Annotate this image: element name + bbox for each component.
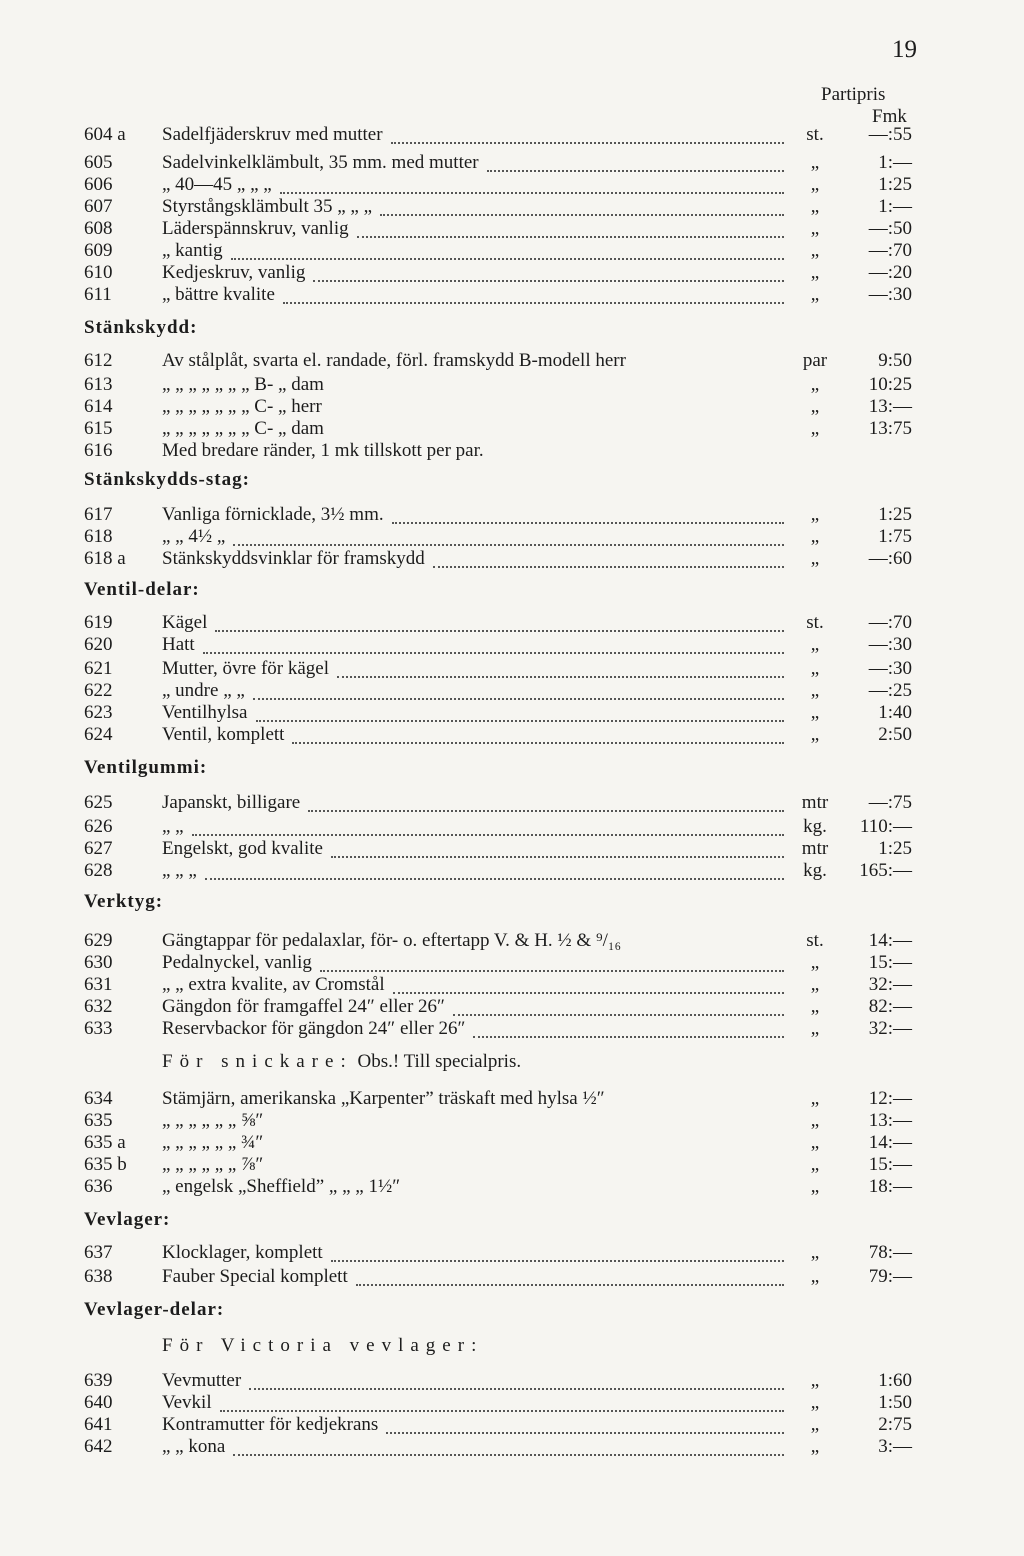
item-price: 78:— [868, 1242, 912, 1263]
list-item [0, 859, 1024, 883]
item-unit: mtr [801, 792, 829, 813]
item-unit: mtr [801, 838, 829, 859]
item-number: 607 [84, 196, 113, 217]
list-item [0, 1087, 1024, 1111]
item-price: —:70 [868, 240, 912, 261]
item-unit: st. [806, 612, 824, 633]
list-item [0, 1153, 1024, 1177]
item-number: 606 [84, 174, 113, 195]
item-unit: „ [810, 974, 820, 995]
item-number: 618 [84, 526, 113, 547]
item-description: „ kantig [162, 240, 223, 261]
item-unit: „ [810, 152, 820, 173]
item-unit: „ [810, 996, 820, 1017]
item-number: 608 [84, 218, 113, 239]
item-price: 1:25 [878, 504, 912, 525]
item-unit: „ [810, 658, 820, 679]
dot-leader [391, 118, 784, 144]
list-item [0, 1175, 1024, 1199]
item-price: 10:25 [868, 374, 912, 395]
item-description: „ 40—45 „ „ „ [162, 174, 272, 195]
item-price: —:30 [868, 284, 912, 305]
section-heading: Ventil-delar: [84, 579, 200, 600]
item-price: 1:75 [878, 526, 912, 547]
item-number: 621 [84, 658, 113, 679]
item-unit: „ [810, 1176, 820, 1197]
item-unit: „ [810, 284, 820, 305]
item-price: —:60 [868, 548, 912, 569]
item-number: 625 [84, 792, 113, 813]
dot-leader [433, 542, 784, 568]
item-price: —:20 [868, 262, 912, 283]
item-number: 631 [84, 974, 113, 995]
item-description: Ventilhylsa [162, 702, 248, 723]
section-heading: Verktyg: [84, 891, 164, 912]
section-note [162, 1051, 521, 1073]
section-heading: Stänkskydds-stag: [84, 469, 250, 490]
item-price: —:25 [868, 680, 912, 701]
item-price: 15:— [868, 952, 912, 973]
item-description: „ engelsk „Sheffield” „ „ „ 1½″ [162, 1176, 401, 1197]
item-price: 1:25 [878, 174, 912, 195]
item-price: 1:25 [878, 838, 912, 859]
list-item [0, 723, 1024, 747]
item-price: 13:75 [868, 418, 912, 439]
item-number: 628 [84, 860, 113, 881]
item-price: 14:— [868, 1132, 912, 1153]
item-price: 1:60 [878, 1370, 912, 1391]
item-number: 615 [84, 418, 113, 439]
item-price: 1:— [878, 152, 912, 173]
item-unit: „ [810, 1132, 820, 1153]
item-unit: „ [810, 240, 820, 261]
item-price: 12:— [868, 1088, 912, 1109]
item-price: 79:— [868, 1266, 912, 1287]
note-spaced-text: För snickare: [162, 1051, 353, 1072]
item-unit: „ [810, 1088, 820, 1109]
item-number: 633 [84, 1018, 113, 1039]
item-price: —:30 [868, 658, 912, 679]
dot-leader [308, 786, 784, 812]
item-number: 605 [84, 152, 113, 173]
item-unit: „ [810, 724, 820, 745]
item-description: „ „ „ „ „ „ „ C- „ herr [162, 396, 322, 417]
item-unit: „ [810, 548, 820, 569]
item-description: Pedalnyckel, vanlig [162, 952, 312, 973]
item-number: 613 [84, 374, 113, 395]
item-description: „ „ „ „ „ „ ¾″ [162, 1132, 264, 1153]
item-number: 642 [84, 1436, 113, 1457]
item-price: —:55 [868, 124, 912, 145]
list-item [0, 283, 1024, 307]
item-description: Gängtappar för pedalaxlar, för- o. eftertapp V. & H. ½ & ⁹/₁₆ [162, 930, 622, 951]
item-description: „ „ 4½ „ [162, 526, 226, 547]
item-unit: kg. [803, 816, 827, 837]
list-item [0, 417, 1024, 441]
item-price: 15:— [868, 1154, 912, 1175]
item-unit: „ [810, 702, 820, 723]
item-unit: „ [810, 1370, 820, 1391]
item-number: 635 [84, 1110, 113, 1131]
item-description: Reservbackor för gängdon 24″ eller 26″ [162, 1018, 466, 1039]
item-unit: „ [810, 174, 820, 195]
item-description: Fauber Special komplett [162, 1266, 348, 1287]
item-number: 620 [84, 634, 113, 655]
list-item [0, 1109, 1024, 1133]
item-number: 612 [84, 350, 113, 371]
item-description: Sadelvinkelklämbult, 35 mm. med mutter [162, 152, 479, 173]
item-description: „ „ „ [162, 860, 197, 881]
item-unit: „ [810, 1018, 820, 1039]
item-description: Vevmutter [162, 1370, 242, 1391]
item-description: Engelskt, god kvalite [162, 838, 323, 859]
list-item [0, 123, 1024, 147]
item-number: 632 [84, 996, 113, 1017]
section-heading: Ventilgummi: [84, 757, 208, 778]
item-unit: st. [806, 124, 824, 145]
item-description: „ „ „ „ „ „ ⅞″ [162, 1154, 264, 1175]
item-description: „ undre „ „ [162, 680, 245, 701]
item-price: 2:50 [878, 724, 912, 745]
dot-leader [473, 1012, 784, 1038]
item-description: Sadelfjäderskruv med mutter [162, 124, 383, 145]
dot-leader [356, 1260, 784, 1286]
item-number: 618 a [84, 548, 126, 569]
item-description: Ventil, komplett [162, 724, 285, 745]
item-unit: st. [806, 930, 824, 951]
section-heading: Vevlager-delar: [84, 1299, 225, 1320]
dot-leader [205, 854, 784, 880]
item-price: 14:— [868, 930, 912, 951]
list-item [0, 439, 1024, 463]
item-unit: „ [810, 396, 820, 417]
item-unit: „ [810, 1436, 820, 1457]
item-number: 622 [84, 680, 113, 701]
section-heading: Vevlager: [84, 1209, 171, 1230]
item-description: Mutter, övre för kägel [162, 658, 330, 679]
dot-leader [233, 1430, 784, 1456]
item-description: Kedjeskruv, vanlig [162, 262, 306, 283]
item-unit: „ [810, 218, 820, 239]
dot-leader [292, 718, 784, 744]
section-note [162, 1335, 483, 1357]
item-number: 616 [84, 440, 113, 461]
item-number: 640 [84, 1392, 113, 1413]
item-description: Vevkil [162, 1392, 212, 1413]
item-price: 9:50 [878, 350, 912, 371]
item-unit: „ [810, 262, 820, 283]
item-number: 610 [84, 262, 113, 283]
item-number: 635 b [84, 1154, 127, 1175]
item-description: „ „ „ „ „ „ „ B- „ dam [162, 374, 324, 395]
list-item [0, 1265, 1024, 1289]
item-description: Japanskt, billigare [162, 792, 301, 813]
item-unit: „ [810, 680, 820, 701]
page-number: 19 [892, 36, 917, 63]
list-item [0, 395, 1024, 419]
item-number: 627 [84, 838, 113, 859]
item-price: 165:— [859, 860, 912, 881]
dot-leader [331, 1236, 784, 1262]
item-description: Kägel [162, 612, 208, 633]
item-number: 626 [84, 816, 113, 837]
list-item [0, 1017, 1024, 1041]
item-number: 638 [84, 1266, 113, 1287]
list-item [0, 547, 1024, 571]
item-description: Läderspännskruv, vanlig [162, 218, 349, 239]
item-number: 635 a [84, 1132, 126, 1153]
item-price: —:30 [868, 634, 912, 655]
item-description: Med bredare ränder, 1 mk tillskott per par. [162, 440, 484, 461]
item-price: 18:— [868, 1176, 912, 1197]
item-unit: „ [810, 526, 820, 547]
item-number: 629 [84, 930, 113, 951]
list-item [0, 1435, 1024, 1459]
item-number: 619 [84, 612, 113, 633]
item-number: 609 [84, 240, 113, 261]
item-price: 13:— [868, 396, 912, 417]
item-description: „ „ extra kvalite, av Cromstål [162, 974, 385, 995]
item-description: Stänkskyddsvinklar för framskydd [162, 548, 425, 569]
item-description: Klocklager, komplett [162, 1242, 323, 1263]
note-spaced-text: För Victoria vevlager: [162, 1335, 484, 1356]
item-price: 13:— [868, 1110, 912, 1131]
price-column-header: Partipris [821, 84, 886, 105]
item-price: 2:75 [878, 1414, 912, 1435]
item-unit: „ [810, 1414, 820, 1435]
dot-leader [283, 278, 784, 304]
item-number: 637 [84, 1242, 113, 1263]
item-number: 623 [84, 702, 113, 723]
item-price: —:75 [868, 792, 912, 813]
note-text: Obs.! Till specialpris. [352, 1051, 522, 1072]
item-number: 641 [84, 1414, 113, 1435]
dot-leader [203, 628, 784, 654]
item-description: Gängdon för framgaffel 24″ eller 26″ [162, 996, 445, 1017]
item-description: Stämjärn, amerikanska „Karpenter” träskaft med hylsa ½″ [162, 1088, 605, 1109]
item-description: „ „ „ „ „ „ ⅝″ [162, 1110, 264, 1131]
item-unit: „ [810, 634, 820, 655]
item-description: Kontramutter för kedjekrans [162, 1414, 379, 1435]
item-unit: „ [810, 952, 820, 973]
item-price: 1:40 [878, 702, 912, 723]
item-price: 3:— [878, 1436, 912, 1457]
item-price: 1:— [878, 196, 912, 217]
item-unit: kg. [803, 860, 827, 881]
item-description: Av stålplåt, svarta el. randade, förl. framskydd B-modell herr [162, 350, 626, 371]
item-number: 639 [84, 1370, 113, 1391]
item-number: 634 [84, 1088, 113, 1109]
item-description: Vanliga förnicklade, 3½ mm. [162, 504, 384, 525]
item-description: „ „ [162, 816, 184, 837]
item-number: 636 [84, 1176, 113, 1197]
item-price: —:70 [868, 612, 912, 633]
item-price: 32:— [868, 1018, 912, 1039]
item-price: 82:— [868, 996, 912, 1017]
item-unit: par [802, 350, 828, 371]
item-number: 614 [84, 396, 113, 417]
currency-header: Fmk [872, 106, 907, 127]
item-price: 32:— [868, 974, 912, 995]
item-description: „ „ „ „ „ „ „ C- „ dam [162, 418, 324, 439]
item-price: —:50 [868, 218, 912, 239]
item-unit: „ [810, 1110, 820, 1131]
item-unit: „ [810, 374, 820, 395]
item-description: „ bättre kvalite [162, 284, 275, 305]
item-description: Styrstångsklämbult 35 „ „ „ [162, 196, 373, 217]
section-heading: Stänkskydd: [84, 317, 198, 338]
item-number: 624 [84, 724, 113, 745]
item-price: 1:50 [878, 1392, 912, 1413]
item-unit: „ [810, 1392, 820, 1413]
item-number: 617 [84, 504, 113, 525]
item-number: 630 [84, 952, 113, 973]
item-unit: „ [810, 1242, 820, 1263]
item-unit: „ [810, 1154, 820, 1175]
item-price: 110:— [859, 816, 912, 837]
item-unit: „ [810, 418, 820, 439]
list-item [0, 349, 1024, 373]
item-unit: „ [810, 1266, 820, 1287]
item-description: Hatt [162, 634, 195, 655]
list-item [0, 373, 1024, 397]
item-unit: „ [810, 196, 820, 217]
item-description: „ „ kona [162, 1436, 226, 1457]
item-number: 604 a [84, 124, 126, 145]
list-item [0, 1131, 1024, 1155]
item-number: 611 [84, 284, 112, 305]
item-unit: „ [810, 504, 820, 525]
